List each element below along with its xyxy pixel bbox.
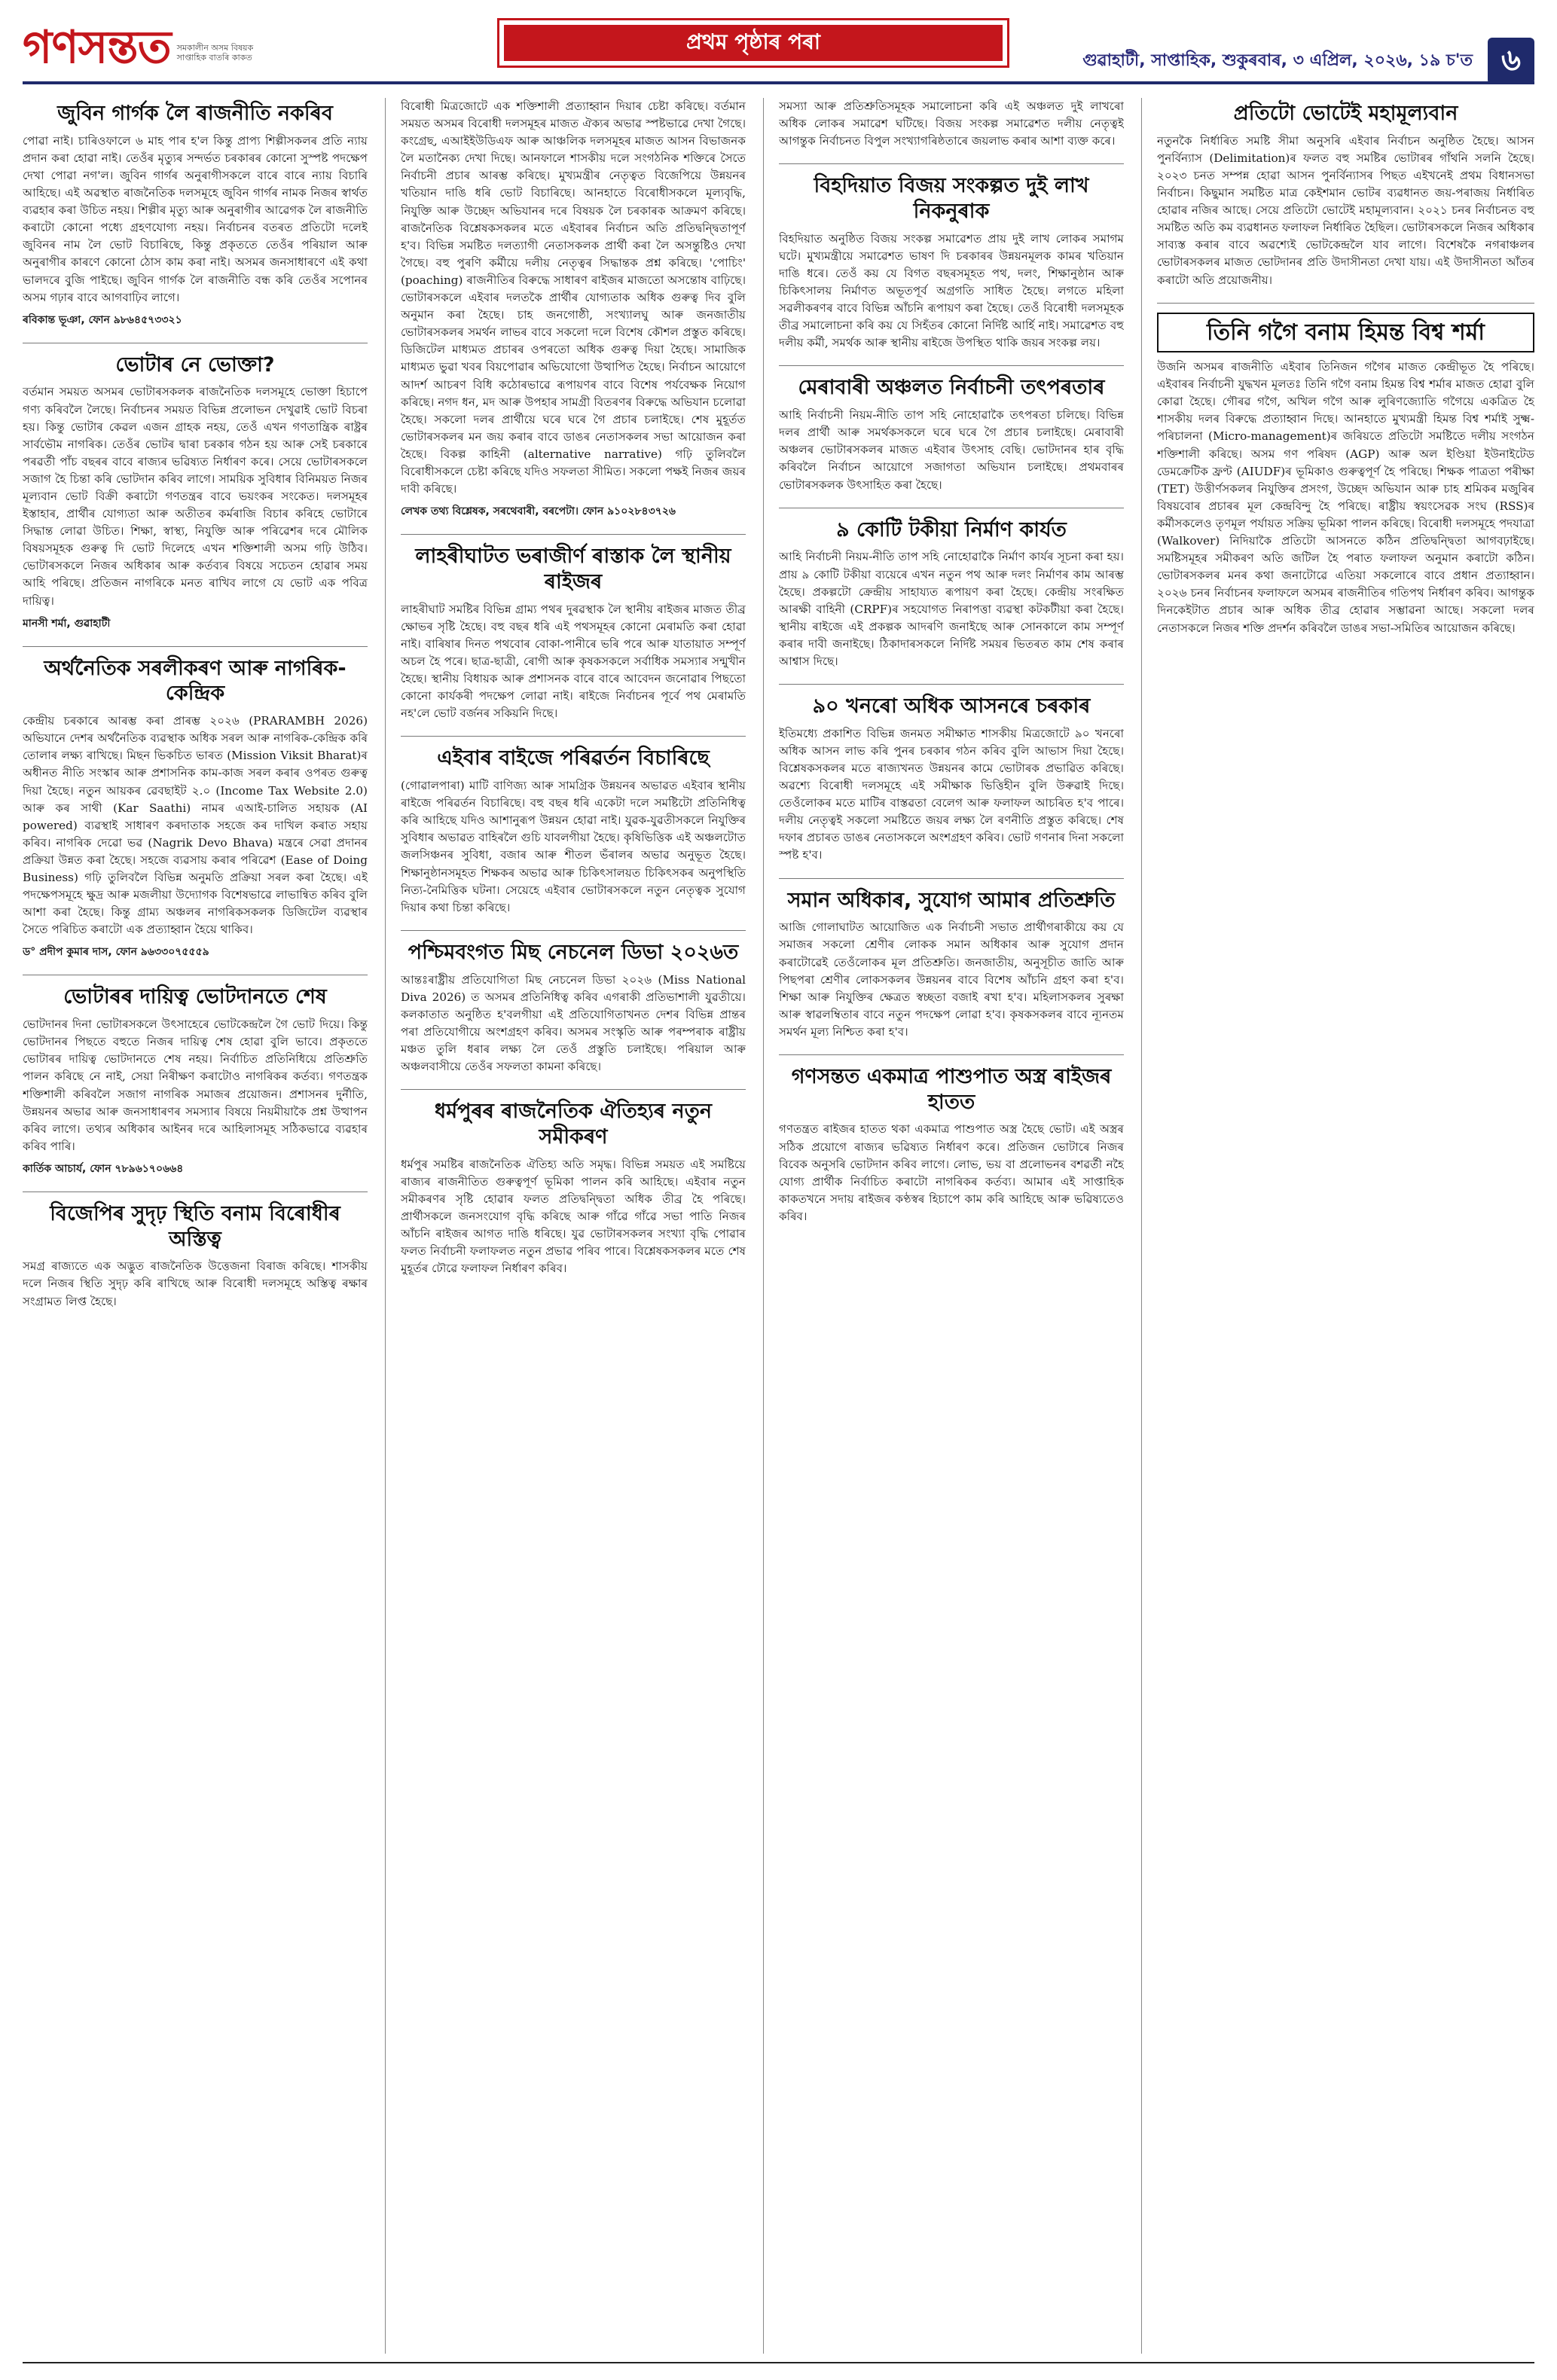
article — [779, 888, 1124, 1041]
article-body: নতুনকৈ নিৰ্ধাৰিত সমষ্টি সীমা অনুসৰি এইবাৰ নিৰ্বাচন অনুষ্ঠিত হৈছে। আসন পুনৰ্বিন্যাস (Delimitation)ৰ ফলত বহু সমষ্টিৰ ভোটাৰৰ গাঁথনি সলনি হৈছে। ২০২৩ চনত সম্পন্ন হোৱা আসন পুনৰ্বিন্যাসৰ পিছত এইখনেই প্ৰথম বিধানসভা নিৰ্বাচন। কিছুমান সমষ্টিত মাত্ৰ কেইশমান ভোটৰ ব্যৱধানত জয়-পৰাজয় নিৰ্ধাৰিত হোৱাৰ নজিৰ আছে। সেয়ে প্ৰতিটো ভোটেই মহামূল্যবান। ২০২১ চনৰ নিৰ্বাচনত বহু সমষ্টিত অতি কম ব্যৱধানত ফলাফল নিৰ্ধাৰিত হৈছিল। ভোটাৰসকলে নিজৰ অধিকাৰ সাব্যস্ত কৰাৰ বাবে অৱশ্যেই ভোটকেন্দ্ৰলৈ যাব লাগে। বিশেষকৈ নগৰাঞ্চলৰ ভোটাৰসকলৰ মাজত ভোটদানৰ প্ৰতি উদাসীনতা দেখা যায়। এই উদাসীনতা আঁতৰ কৰাটো অতি প্ৰয়োজনীয়। — [1157, 133, 1534, 287]
article — [401, 544, 746, 722]
article — [23, 1201, 368, 1311]
article-separator — [779, 684, 1124, 685]
article-byline: লেখক তথ্য বিশ্লেষক, সৰথেবাৰী, বৰপেটা। ফোন ৯১০২৮৪৩৭২৬ — [401, 505, 676, 518]
article-body: আহি নিৰ্বাচনী নিয়ম-নীতি তাপ সহি নোহোৱাকৈ নিৰ্মাণ কাৰ্যৰ সূচনা কৰা হয়। প্ৰায় ৯ কোটি টকীয়া ব্যয়েৰে এখন নতুন পথ আৰু দলং নিৰ্মাণৰ কাম আৰম্ভ হৈছে। প্ৰকল্পটো ক্ৰেন্দ্ৰীয় সাহায্যত ৰূপায়ণ কৰা হৈছে। কেন্দ্ৰীয় সংৰক্ষিত আৰক্ষী বাহিনী (CRPF)ৰ সহযোগত নিৰাপত্তা ব্যৱস্থা কটকটীয়া কৰা হৈছে। স্থানীয় ৰাইজে এই প্ৰকল্পক আদৰণি জনাইছে আৰু সোনকালে কাম সম্পূৰ্ণ কৰাৰ দাবী জনাইছে। ঠিকাদাৰসকলে নিৰ্দিষ্ট সময়ৰ ভিতৰত কাম শেষ কৰাৰ আশ্বাস দিছে। — [779, 550, 1124, 668]
column-2 — [401, 98, 746, 2354]
article-byline: ড° প্ৰদীপ কুমাৰ দাস, ফোন ৯৬৩৩০৭৫৫৫৯ — [23, 946, 209, 959]
article-body: কেন্দ্ৰীয় চৰকাৰে আৰম্ভ কৰা প্ৰাৰম্ভ ২০২৬ (PRARAMBH 2026) অভিযানে দেশৰ অৰ্থনৈতিক ব্যৱস্থাক অধিক সৰল আৰু নাগৰিক-কেন্দ্ৰিক কৰি তোলাৰ লক্ষ্য ৰাখিছে। মিছন ভিকচিত ভাৰত (Mission Viksit Bharat)ৰ অধীনত নীতি সংস্কাৰ আৰু প্ৰশাসনিক কাম-কাজ সৰল কৰাৰ ওপৰত গুৰুত্ব দিয়া হৈছে। নতুন আয়কৰ ৱেবছাইট ২.০ (Income Tax Website 2.0) আৰু কৰ সাথী (Kar Saathi) নামৰ এআই-চালিত সহায়ক (AI powered) ব্যৱস্থাই সাধাৰণ কৰদাতাক সহজে কৰ দাখিল কৰাত সহায় কৰিব। নাগৰিক দেৱো ভৱ (Nagrik Devo Bhava) মন্ত্ৰৰে সেৱা প্ৰদানৰ প্ৰক্ৰিয়া উন্নত কৰা হৈছে। সহজে ব্যৱসায় কৰাৰ পৰিৱেশ (Ease of Doing Business) গঢ়ি তুলিবলৈ বিভিন্ন অনুমতি প্ৰক্ৰিয়া সৰল কৰা হৈছে। এই পদক্ষেপসমূহে ক্ষুদ্ৰ আৰু মজলীয়া উদ্যোগক বিশেষভাৱে লাভান্বিত কৰিব বুলি আশা কৰা হৈছে। কিন্তু গ্ৰাম্য অঞ্চলৰ নাগৰিকসকলক ডিজিটেল ব্যৱস্থাৰ সৈতে পৰিচিত কৰাটো এক প্ৰত্যাহ্বান হৈয়ে থাকিব। — [23, 714, 368, 937]
newspaper-logo — [23, 14, 275, 74]
article-body: (গোৱালপাৰা) মাটি বাণিজ্য আৰু সামগ্ৰিক উন্নয়নৰ অভাৱত এইবাৰ স্থানীয় ৰাইজে পৰিৱৰ্তন বিচাৰিছে। বহু বছৰ ধৰি একেটা দলে সমষ্টিটো প্ৰতিনিধিত্ব কৰি আহিছে যদিও আশানুৰূপ উন্নয়ন হোৱা নাই। যুৱক-যুৱতীসকলে নিযুক্তিৰ সুবিধাৰ অভাৱত বাহিৰলৈ গুচি যাবলগীয়া হৈছে। কৃষিভিত্তিক এই অঞ্চলটোত জলসিঞ্চনৰ সুবিধা, বজাৰ আৰু শীতল ভঁৰালৰ অভাৱ অনুভূত হৈছে। শিক্ষানুষ্ঠানসমূহত শিক্ষকৰ অভাৱ আৰু চিকিৎসালয়ত চিকিৎসকৰ অনুপস্থিতি নিত্য-নৈমিত্তিক ঘটনা। সেয়েহে এইবাৰ ভোটাৰসকলে নতুন নেতৃত্বক সুযোগ দিয়াৰ কথা চিন্তা কৰিছে। — [401, 779, 746, 914]
article — [779, 98, 1124, 150]
article-headline: ভোটাৰ নে ভোক্তা? — [115, 352, 275, 377]
article-headline: ধৰ্মপুৰৰ ৰাজনৈতিক ঐতিহ্যৰ নতুন সমীকৰণ — [435, 1100, 712, 1149]
article-body: পোৱা নাই। চাৰিওফালে ৬ মাহ পাৰ হ'ল কিন্তু প্ৰাপ্য শিল্পীসকলৰ প্ৰতি ন্যায় প্ৰদান কৰা হোৱা নাই। তেওঁৰ মৃত্যুৰ সন্দৰ্ভত চৰকাৰৰ কোনো সুস্পষ্ট পদক্ষেপ দেখা পোৱা নগ'ল। জুবিন গাৰ্গৰ অনুৰাগীসকলে বাৰে বাৰে ন্যায় বিচাৰি আহিছে। এই অৱস্থাত ৰাজনৈতিক দলসমূহে জুবিন গাৰ্গৰ নামক নিজৰ স্বাৰ্থত ব্যৱহাৰ কৰা উচিত নহয়। শিল্পীৰ মৃত্যু আৰু অনুৰাগীৰ আৱেগক লৈ ৰাজনীতি কৰাটো কোনো পধ্যে গ্ৰহণযোগ্য নহয়। নিৰ্বাচনৰ বতৰত প্ৰতিটো দলেই জুবিনৰ নাম লৈ ভোট বিচাৰিছে, কিন্তু প্ৰকৃততে তেওঁৰ পৰিয়াল আৰু অনুৰাগীৰ কাৰণে কোনো ঠোস কাম কৰা নাই। অসমৰ জনসাধাৰণে এই কথা ভালদৰে বুজি পাইছে। জুবিন গাৰ্গক লৈ ৰাজনীতি বন্ধ কৰি তেওঁৰ সপোনৰ অসম গঢ়াৰ বাবে আগবাঢ়িব লাগে। — [23, 133, 368, 304]
article — [779, 1064, 1124, 1225]
masthead — [0, 0, 1557, 83]
article-body: উজনি অসমৰ ৰাজনীতি এইবাৰ তিনিজন গগৈৰ মাজত কেন্দ্ৰীভূত হৈ পৰিছে। এইবাৰৰ নিৰ্বাচনী যুদ্ধখন মূলতঃ তিনি গগৈ বনাম হিমন্ত বিশ্ব শৰ্মাৰ মাজত হোৱা বুলি কোৱা হৈছে। গৌৰৱ গগৈ, অখিল গগৈ আৰু লুৰিণজ্যোতি গগৈয়ে একত্ৰিত হৈ শাসকীয় দলৰ বিৰুদ্ধে প্ৰত্যাহ্বান দিছে। আনহাতে মুখ্যমন্ত্ৰী হিমন্ত বিশ্ব শৰ্মাই সুক্ষ্ম-পৰিচালনা (Micro-management)ৰ জৰিয়তে প্ৰতিটো সমষ্টিতে দলীয় সংগঠন শক্তিশালী কৰিছে। অসম গণ পৰিষদ (AGP) আৰু অল ইণ্ডিয়া ইউনাইটেড ডেমক্ৰেটিক ফ্ৰণ্ট (AIUDF)ৰ ভূমিকাও গুৰুত্বপূৰ্ণ হৈ পৰিছে। শিক্ষক পাত্ৰতা পৰীক্ষা (TET) উত্তীৰ্ণসকলৰ নিযুক্তিৰ প্ৰসংগ, উচ্ছেদ অভিযান আৰু চাহ শ্ৰমিকৰ মজুৰিৰ বিষয়বোৰ প্ৰচাৰৰ মূল কেন্দ্ৰবিন্দু হৈ পৰিছে। ৰাষ্ট্ৰীয় স্বয়ংসেৱক সংঘ (RSS)ৰ কৰ্মীসকলেও তৃণমূল পৰ্যায়ত সক্ৰিয় ভূমিকা পালন কৰিছে। বিৰোধী দলসমূহে পদযাত্ৰা (Walkover) নিদিয়াকৈ প্ৰতিটো আসনতে কঠিন প্ৰতিদ্বন্দ্বিতা আগবঢ়াইছে। সমষ্টিসমূহৰ সমীকৰণ অতি জটিল হৈ পৰাত ফলাফল অনুমান কৰাটো কঠিন। ভোটাৰসকলৰ মনৰ কথা জনাটোৱে এতিয়া সকলোৰে বাবে প্ৰধান প্ৰত্যাহ্বান। ২০২৬ চনৰ নিৰ্বাচনৰ ফলাফলে অসমৰ ৰাজনীতিৰ গতিপথ নিৰ্ধাৰণ কৰিব। আগন্তুক দিনকেইটাত প্ৰচাৰ আৰু অধিক তীব্ৰ হোৱাৰ সম্ভাৱনা আছে। সকলো দলৰ নেতাসকলে নিজৰ শক্তি প্ৰদৰ্শন কৰিবলৈ ডাঙৰ সভা-সমিতিৰ আয়োজন কৰিছে। — [1157, 360, 1534, 635]
dateline-text: গুৱাহাটী, সাপ্তাহিক, শুকুৰবাৰ, ৩ এপ্ৰিল, ২০২৬, ১৯ চ'ত — [1082, 50, 1473, 70]
article — [1157, 101, 1534, 289]
column-divider — [1141, 98, 1142, 2354]
article-body: আহি নিৰ্বাচনী নিয়ম-নীতি তাপ সহি নোহোৱাকৈ তৎপৰতা চলিছে। বিভিন্ন দলৰ প্ৰাৰ্থী আৰু সমৰ্থকসকলে ঘৰে ঘৰে গৈ প্ৰচাৰ চলাইছে। মেৰাবাৰী অঞ্চলৰ ভোটাৰসকলৰ মাজত এইবাৰ উৎসাহ বেছি। ভোটদানৰ হাৰ বৃদ্ধি কৰিবলৈ নিৰ্বাচন আয়োগে সজাগতা অভিযান চলাইছে। প্ৰথমবাৰৰ ভোটাৰসকলক উৎসাহিত কৰা হৈছে। — [779, 408, 1124, 492]
article-byline: ৰবিকান্ত ভূঞা, ফোন ৯৮৬৪৫৭৩৩২১ — [23, 313, 182, 326]
continuation-banner — [497, 18, 1009, 68]
article-body: আন্তঃৰাষ্ট্ৰীয় প্ৰতিযোগিতা মিছ নেচনেল ডিভা ২০২৬ (Miss National Diva 2026) ত অসমৰ প্ৰতিনিধিত্ব কৰিব এগৰাকী প্ৰতিভাশালী যুৱতীয়ে। কলকাতাত অনুষ্ঠিত হ'বলগীয়া এই প্ৰতিযোগিতাখনত দেশৰ বিভিন্ন প্ৰান্তৰ পৰা প্ৰতিযোগীয়ে অংশগ্ৰহণ কৰিব। অসমৰ সংস্কৃতি আৰু পৰম্পৰাক ৰাষ্ট্ৰীয় মঞ্চত তুলি ধৰাৰ লক্ষ্য লৈ তেওঁ প্ৰস্তুতি চলাইছে। পৰিয়াল আৰু অঞ্চলবাসীয়ে তেওঁৰ সফলতা কামনা কৰিছে। — [401, 972, 746, 1074]
article-body: বিৰোধী মিত্ৰজোটে এক শক্তিশালী প্ৰত্যাহ্বান দিয়াৰ চেষ্টা কৰিছে। বৰ্তমান সময়ত অসমৰ বিৰোধী দলসমূহৰ মাজত ঐক্যৰ অভাৱ স্পষ্টভাৱে দেখা গৈছে। কংগ্ৰেছ, এআইইউডিএফ আৰু আঞ্চলিক দলসমূহৰ মাজত আসন বিভাজনক লৈ মতানৈক্য দেখা দিছে। আনফালে শাসকীয় দলে সংগঠনিক শক্তিৰে সৈতে নিৰ্বাচনী প্ৰচাৰ আৰম্ভ কৰিছে। মুখ্যমন্ত্ৰীৰ নেতৃত্বত বিজেপিয়ে উন্নয়নৰ খতিয়ান দাঙি ধৰি ভোট বিচাৰিছে। আনহাতে বিৰোধীসকলে মূল্যবৃদ্ধি, নিযুক্তি আৰু উচ্ছেদ অভিযানৰ দৰে বিষয়ক লৈ চৰকাৰক আক্ৰমণ কৰিছে। ৰাজনৈতিক বিশ্লেষকসকলৰ মতে এইবাৰৰ নিৰ্বাচন অতি প্ৰতিদ্বন্দ্বিতাপূৰ্ণ হ'ব। বিভিন্ন সমষ্টিত দলত্যাগী নেতাসকলক প্ৰাৰ্থী কৰা লৈ অসন্তুষ্টিও দেখা গৈছে। বহু পুৰণি কৰ্মীয়ে দলীয় নেতৃত্বৰ সিদ্ধান্তক প্ৰশ্ন কৰিছে। 'পোচিং' (poaching) ৰাজনীতিৰ বিৰুদ্ধে সাধাৰণ ৰাইজৰ মাজতো অসন্তোষ বাঢ়িছে। ভোটাৰসকলে এইবাৰ দলতকৈ প্ৰাৰ্থীৰ যোগ্যতাক অধিক গুৰুত্ব দিব বুলি অনুমান কৰা হৈছে। চাহ জনগোষ্ঠী, সংখ্যালঘু আৰু জনজাতীয় ভোটাৰসকলৰ সমৰ্থন লাভৰ বাবে সকলো দলে বিশেষ কৌশল প্ৰস্তুত কৰিছে। ডিজিটেল মাধ্যমত প্ৰচাৰৰ ওপৰতো অধিক গুৰুত্ব দিয়া হৈছে। সামাজিক মাধ্যমত ভুৱা খবৰ বিয়পোৱাৰ অভিযোগো উত্থাপিত হৈছে। নিৰ্বাচন আয়োগে আদৰ্শ আচৰণ বিধি কঠোৰভাৱে ৰূপায়ণৰ বাবে বিশেষ পৰ্যবেক্ষক নিয়োগ কৰিছে। নগদ ধন, মদ আৰু উপহাৰ সামগ্ৰী বিতৰণৰ বিৰুদ্ধে অভিযান চলোৱা হৈছে। সকলো দলৰ প্ৰাৰ্থীয়ে ঘৰে ঘৰে গৈ প্ৰচাৰ চলাইছে। শেষ মুহূৰ্তত ভোটাৰসকলৰ মন জয় কৰাৰ বাবে ডাঙৰ নেতাসকলৰ সভা আয়োজন কৰা হৈছে। বিকল্প কাহিনী (alternative narrative) গঢ়ি তুলিবলৈ বিৰোধীসকলে চেষ্টা কৰিছে যদিও সফলতা সীমিত। সকলো পক্ষই নিজৰ জয়ৰ দাবী কৰিছে। — [401, 99, 746, 496]
article-separator — [401, 736, 746, 737]
article-byline: কাৰ্তিক আচাৰ্য, ফোন ৭৮৯৬১৭০৬৬৪ — [23, 1162, 184, 1175]
article — [401, 98, 746, 520]
logo-tagline: সমকালীন অসম বিষয়ক সাপ্তাহিক বাতৰি কাকত — [176, 42, 254, 63]
article-separator — [779, 1054, 1124, 1055]
article — [779, 173, 1124, 352]
article-separator — [401, 534, 746, 535]
article-body: ভোটদানৰ দিনা ভোটাৰসকলে উৎসাহেৰে ভোটকেন্দ্ৰলৈ গৈ ভোট দিয়ে। কিন্তু ভোটদানৰ পিছতে বহুতে নিজৰ দায়িত্ব শেষ হোৱা বুলি ভাবে। প্ৰকৃততে ভোটাৰৰ দায়িত্ব ভোটদানতে শেষ নহয়। নিৰ্বাচিত প্ৰতিনিধিয়ে প্ৰতিশ্ৰুতি পালন কৰিছে নে নাই, সেয়া নিৰীক্ষণ কৰাটোও নাগৰিকৰ কৰ্তব্য। গণতন্ত্ৰক শক্তিশালী কৰিবলৈ সজাগ নাগৰিক সমাজৰ প্ৰয়োজন। প্ৰশাসনৰ দুৰ্নীতি, উন্নয়নৰ অভাৱ আৰু জনসাধাৰণৰ সমস্যাৰ বিষয়ে নিয়মীয়াকৈ প্ৰশ্ন উত্থাপন কৰিব লাগে। তথ্যৰ অধিকাৰ আইনৰ দৰে আহিলাসমূহ সঠিকভাৱে ব্যৱহাৰ কৰিব পাৰি। — [23, 1018, 368, 1153]
article — [779, 375, 1124, 493]
article — [401, 940, 746, 1076]
article-body: ইতিমধ্যে প্ৰকাশিত বিভিন্ন জনমত সমীক্ষাত শাসকীয় মিত্ৰজোটে ৯০ খনৰো অধিক আসন লাভ কৰি পুনৰ চৰকাৰ গঠন কৰিব বুলি আভাস দিয়া হৈছে। বিশ্লেষকসকলৰ মতে ৰাজ্যখনত উন্নয়নৰ কামে ভোটাৰক প্ৰভাৱিত কৰিছে। অৱশ্যে বিৰোধী দলসমূহে এই সমীক্ষাক ভিত্তিহীন বুলি উৰুৱাই দিছে। তেওঁলোকৰ মতে মাটিৰ বাস্তৱতা বেলেগ আৰু ফলাফল আচৰিত হ'ব পাৰে। দলীয় নেতৃত্বই সকলো সমষ্টিতে জয়ৰ লক্ষ্য লৈ ৰণনীতি প্ৰস্তুত কৰিছে। শেষ দফাৰ প্ৰচাৰত ডাঙৰ নেতাসকলে অংশগ্ৰহণ কৰিব। ভোট গণনাৰ দিনা সকলো স্পষ্ট হ'ব। — [779, 726, 1124, 862]
article-body: আজি গোলাঘাটত আয়োজিত এক নিৰ্বাচনী সভাত প্ৰাৰ্থীগৰাকীয়ে কয় যে সমাজৰ সকলো শ্ৰেণীৰ লোকক সমান অধিকাৰ আৰু সুযোগ প্ৰদান কৰাটোৱেই তেওঁলোকৰ মূল প্ৰতিশ্ৰুতি। জনজাতীয়, অনুসূচীত জাতি আৰু পিছপৰা শ্ৰেণীৰ লোকসকলৰ উন্নয়নৰ বাবে বিশেষ আঁচনি গ্ৰহণ কৰা হ'ব। শিক্ষা আৰু নিযুক্তিৰ ক্ষেত্ৰত স্বচ্ছতা বজাই ৰখা হ'ব। মহিলাসকলৰ সুৰক্ষা আৰু স্বাৱলম্বিতাৰ বাবে নতুন পদক্ষেপ লোৱা হ'ব। কৃষকসকলৰ বাবে ন্যূনতম সমৰ্থন মূল্য নিশ্চিত কৰা হ'ব। — [779, 920, 1124, 1039]
top-divider — [23, 81, 1534, 84]
article-body: বৰ্তমান সময়ত অসমৰ ভোটাৰসকলক ৰাজনৈতিক দলসমূহে ভোক্তা হিচাপে গণ্য কৰিবলৈ লৈছে। নিৰ্বাচনৰ সময়ত বিভিন্ন প্ৰলোভন দেখুৱাই ভোট বিচৰা হয়। কিন্তু ভোটাৰ কেৱল এজন গ্ৰাহক নহয়, তেওঁ এখন গণতান্ত্ৰিক ৰাষ্ট্ৰৰ সাৰ্বভৌম নাগৰিক। তেওঁৰ ভোটৰ দ্বাৰা চৰকাৰ গঠন হয় আৰু সেই চৰকাৰে পৰৱৰ্তী পাঁচ বছৰৰ বাবে ৰাজ্যৰ ভৱিষ্যত নিৰ্ধাৰণ কৰে। সেয়ে ভোটাৰসকলে সজাগ হৈ চিন্তা কৰি ভোটদান কৰিব লাগে। সাময়িক সুবিধাৰ বিনিময়ত নিজৰ মূল্যবান ভোট বিক্ৰী কৰাটো গণতন্ত্ৰৰ বাবে ভয়ংকৰ সংকেত। দলসমূহৰ ইস্তাহাৰ, প্ৰাৰ্থীৰ যোগ্যতা আৰু অতীতৰ কৰ্মৰাজি বিচাৰ কৰিহে ভোটাৰে সিদ্ধান্ত লোৱা উচিত। শিক্ষা, স্বাস্থ্য, নিযুক্তি আৰু পৰিৱেশৰ দৰে মৌলিক বিষয়সমূহক গুৰুত্ব দি ভোট দিলেহে এখন শক্তিশালী অসম গঢ়ি উঠিব। ভোটাৰসকলে নিজৰ অধিকাৰ আৰু কৰ্তব্যৰ বিষয়ে সচেতন হোৱাৰ সময় আহি পৰিছে। প্ৰতিজন নাগৰিকে মনত ৰাখিব লাগে যে ভোট এক পবিত্ৰ দায়িত্ব। — [23, 385, 368, 608]
column-divider — [763, 98, 764, 2354]
article — [401, 746, 746, 917]
logo-text: গণসন্তত — [23, 21, 171, 74]
column-4 — [1157, 98, 1534, 2354]
article-headline: প্ৰতিটো ভোটেই মহামূল্যবান — [1233, 102, 1458, 125]
article-separator — [779, 163, 1124, 164]
article-body: গণতন্ত্ৰত ৰাইজৰ হাতত থকা একমাত্ৰ পাশুপাত অস্ত্ৰ হৈছে ভোট। এই অস্ত্ৰৰ সঠিক প্ৰয়োগে ৰাজ্যৰ ভৱিষ্যত নিৰ্ধাৰণ কৰে। প্ৰতিজন ভোটাৰে নিজৰ বিবেক অনুসৰি ভোটদান কৰিব লাগে। লোভ, ভয় বা প্ৰলোভনৰ বশৱৰ্তী নহৈ যোগ্য প্ৰাৰ্থীক নিৰ্বাচিত কৰাটো নাগৰিকৰ কৰ্তব্য। আমাৰ এই সাপ্তাহিক কাকতখনে সদায় ৰাইজৰ কণ্ঠস্বৰ হিচাপে কাম কৰি আহিছে আৰু ভৱিষ্যতেও কৰিব। — [779, 1122, 1124, 1223]
banner-label: প্ৰথম পৃষ্ঠাৰ পৰা — [504, 25, 1003, 61]
article-headline: জুবিন গাৰ্গক লৈ ৰাজনীতি নকৰিব — [57, 102, 333, 125]
article — [779, 694, 1124, 865]
article — [1157, 313, 1534, 637]
column-divider — [385, 98, 386, 2354]
article-headline: তিনি গগৈ বনাম হিমন্ত বিশ্ব শৰ্মা — [1157, 313, 1534, 353]
article — [401, 1099, 746, 1277]
article-separator — [23, 646, 368, 647]
article-separator — [779, 365, 1124, 366]
article-headline: সমান অধিকাৰ, সুযোগ আমাৰ প্ৰতিশ্ৰুতি — [787, 888, 1116, 912]
column-1 — [23, 98, 368, 2354]
article-headline: বিহদিয়াত বিজয় সংকল্পত দুই লাখ নিকনুৰাক — [814, 174, 1089, 224]
article-body: সমগ্ৰ ৰাজ্যতে এক অদ্ভুত ৰাজনৈতিক উত্তেজনা বিৰাজ কৰিছে। শাসকীয় দলে নিজৰ স্থিতি সুদৃঢ় কৰি ৰাখিছে আৰু বিৰোধী দলসমূহে অস্তিত্ব ৰক্ষাৰ সংগ্ৰামত লিপ্ত হৈছে। — [23, 1259, 368, 1308]
article — [23, 984, 368, 1178]
article — [23, 352, 368, 633]
article-headline: ৯০ খনৰো অধিক আসনৰে চৰকাৰ — [812, 694, 1091, 719]
article-body: ধৰ্মপুৰ সমষ্টিৰ ৰাজনৈতিক ঐতিহ্য অতি সমৃদ্ধ। বিভিন্ন সময়ত এই সমষ্টিয়ে ৰাজ্যৰ ৰাজনীতিত গুৰুত্বপূৰ্ণ ভূমিকা পালন কৰি আহিছে। এইবাৰ নতুন সমীকৰণৰ সৃষ্টি হোৱাৰ ফলত প্ৰতিদ্বন্দ্বিতা অধিক তীব্ৰ হৈ পৰিছে। প্ৰাৰ্থীসকলে জনসংযোগ বৃদ্ধি কৰিছে আৰু গাঁৱে গাঁৱে সভা পাতি নিজৰ আঁচনি ৰাইজৰ আগত দাঙি ধৰিছে। যুৱ ভোটাৰসকলৰ সংখ্যা বৃদ্ধি পোৱাৰ ফলত নিৰ্বাচনী ফলাফলত নতুন প্ৰভাৱ পৰিব পাৰে। বিশ্লেষকসকলৰ মতে শেষ মুহূৰ্তৰ ঢৌৱে ফলাফল নিৰ্ধাৰণ কৰিব। — [401, 1157, 746, 1276]
article-headline: গণসন্তত একমাত্ৰ পাশুপাত অস্ত্ৰ ৰাইজৰ হাতত — [791, 1064, 1112, 1114]
article — [779, 517, 1124, 670]
article-body: সমস্যা আৰু প্ৰতিশ্ৰুতিসমূহক সমালোচনা কৰি এই অঞ্চলত দুই লাখৰো অধিক লোকৰ সমাৱেশ ঘটিছে। বিজয় সংকল্প সমাৱেশত দলীয় নেতৃত্বই আগন্তুক নিৰ্বাচনত বিপুল সংখ্যাগৰিষ্ঠতাৰে জয়লাভ কৰাৰ আশা ব্যক্ত কৰে। — [779, 99, 1124, 148]
article-headline: মেৰাবাৰী অঞ্চলত নিৰ্বাচনী তৎপৰতাৰ — [798, 376, 1105, 400]
page-number-badge: ৬ — [1488, 38, 1534, 84]
article-body: লাহৰীঘাট সমষ্টিৰ বিভিন্ন গ্ৰাম্য পথৰ দুৰৱস্থাক লৈ স্থানীয় ৰাইজৰ মাজত তীব্ৰ ক্ষোভৰ সৃষ্টি হৈছে। বহু বছৰ ধৰি এই পথসমূহৰ কোনো মেৰামতি কৰা হোৱা নাই। বাৰিষাৰ দিনত পথবোৰ বোকা-পানীৰে ভৰি পৰে আৰু যাতায়াত সম্পূৰ্ণ অচল হৈ পৰে। ছাত্ৰ-ছাত্ৰী, ৰোগী আৰু কৃষকসকলে সৰ্বাধিক সমস্যাৰ সন্মুখীন হৈছে। স্থানীয় বিধায়ক আৰু প্ৰশাসনক বাৰে বাৰে আবেদন জনোৱাৰ পিছতো কোনো কাৰ্যকৰী পদক্ষেপ লোৱা নাই। ৰাইজে নিৰ্বাচনৰ পূৰ্বে পথ মেৰামতি নহ'লে ভোট বৰ্জনৰ সকিয়নি দিছে। — [401, 602, 746, 721]
article-byline: মানসী শৰ্মা, গুৱাহাটী — [23, 617, 111, 630]
article-headline: ৯ কোটি টকীয়া নিৰ্মাণ কাৰ্যত — [836, 517, 1067, 542]
article-headline: এইবাৰ বাইজে পৰিৱৰ্তন বিচাৰিছে — [437, 746, 710, 770]
article-headline: লাহৰীঘাটত ভৰাজীৰ্ণ ৰাস্তাক লৈ স্থানীয় ৰাইজৰ — [415, 545, 731, 593]
article-headline: অৰ্থনৈতিক সৰলীকৰণ আৰু নাগৰিক-কেন্দ্ৰিক — [44, 656, 347, 706]
article-separator — [779, 878, 1124, 879]
article-headline: ভোটাৰৰ দায়িত্ব ভোটদানতে শেষ — [63, 985, 327, 1009]
column-3 — [779, 98, 1124, 2354]
article-separator — [1157, 303, 1534, 304]
article-separator — [401, 930, 746, 931]
dateline — [1082, 38, 1534, 84]
article — [23, 101, 368, 329]
article-headline: পশ্চিমবংগত মিছ নেচনেল ডিভা ২০২৬ত — [408, 940, 739, 964]
article — [23, 656, 368, 962]
article-body: বিহদিয়াত অনুষ্ঠিত বিজয় সংকল্প সমাৱেশত প্ৰায় দুই লাখ লোকৰ সমাগম ঘটে। মুখ্যমন্ত্ৰীয়ে সমাৱেশত ভাষণ দি চৰকাৰৰ উন্নয়নমূলক কামৰ খতিয়ান দাঙি ধৰে। তেওঁ কয় যে বিগত বছৰসমূহত পথ, দলং, শিক্ষানুষ্ঠান আৰু চিকিৎসালয় নিৰ্মাণত অভূতপূৰ্ব অগ্ৰগতি সাধিত হৈছে। লগতে মহিলা সৱলীকৰণৰ বাবে বিভিন্ন আঁচনি ৰূপায়ণ কৰা হৈছে। তেওঁ বিৰোধী দলসমূহক তীব্ৰ সমালোচনা কৰি কয় যে সিহঁতৰ কোনো নিৰ্দিষ্ট আৰ্হি নাই। সমাৱেশত বহু দলীয় কৰ্মী, সমৰ্থক আৰু স্থানীয় ৰাইজে উপস্থিত থাকি জয়ৰ সংকল্প লয়। — [779, 231, 1124, 350]
bottom-divider — [23, 2362, 1534, 2363]
article-headline: বিজেপিৰ সুদৃঢ় স্থিতি বনাম বিৰোধীৰ অস্তিত্ব — [50, 1201, 340, 1251]
article-separator — [401, 1089, 746, 1090]
